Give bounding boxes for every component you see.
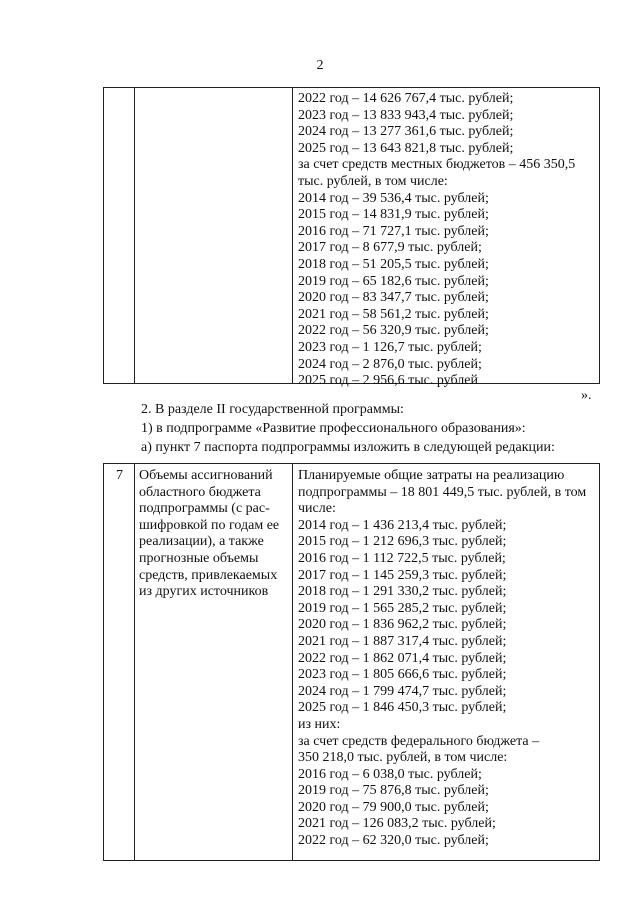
table-line: подпрограммы – 18 801 449,5 тыс. рублей, в том (298, 484, 587, 500)
table-line: 2016 год – 6 038,0 тыс. рублей; (298, 766, 482, 782)
table-line: 2024 год – 1 799 474,7 тыс. рублей; (298, 683, 507, 699)
table-line: Планируемые общие затраты на реализацию (298, 468, 565, 483)
table-line: 2020 год – 83 347,7 тыс. рублей; (298, 290, 489, 306)
table-line: 2023 год – 13 833 943,4 тыс. рублей; (298, 107, 514, 123)
table-line: за счет средств федерального бюджета – (298, 733, 540, 749)
description-line: шифровкой по годам ее (139, 517, 280, 533)
table-line: 2021 год – 126 083,2 тыс. рублей; (298, 816, 496, 832)
description-line: подпрограммы (с рас- (139, 501, 270, 517)
table-line: из них: (298, 716, 341, 732)
table-cell-description (134, 88, 293, 383)
table-line: 2025 год – 2 956,6 тыс. рублей (298, 373, 478, 389)
table-line: 2022 год – 14 626 767,4 тыс. рублей; (298, 91, 514, 106)
table-line: 2020 год – 79 900,0 тыс. рублей; (298, 799, 489, 815)
table-line: 2017 год – 1 145 259,3 тыс. рублей; (298, 567, 507, 583)
table-line: 2020 год – 1 836 962,2 тыс. рублей; (298, 617, 507, 633)
table-line: 2025 год – 13 643 821,8 тыс. рублей; (298, 140, 514, 156)
description-line: реализации), а также (139, 534, 264, 550)
row-number: 7 (116, 468, 123, 483)
table-line: 2019 год – 75 876,8 тыс. рублей; (298, 783, 489, 799)
table-line: 2018 год – 1 291 330,2 тыс. рублей; (298, 584, 507, 600)
table-line: 2015 год – 14 831,9 тыс. рублей; (298, 207, 489, 223)
table-line: 2019 год – 1 565 285,2 тыс. рублей; (298, 600, 507, 616)
description-line: Объемы ассигнований (139, 468, 273, 483)
table-line: 2022 год – 62 320,0 тыс. рублей; (298, 833, 489, 849)
table-cell-number (104, 88, 135, 383)
table-line: 350 218,0 тыс. рублей, в том числе: (298, 750, 508, 766)
table-line: 2024 год – 13 277 361,6 тыс. рублей; (298, 124, 514, 140)
table-cell-description (134, 464, 293, 860)
table-cell-values (298, 91, 598, 390)
table-line: числе: (298, 501, 336, 517)
subprogram-passport-table (103, 463, 600, 861)
table-line: 2018 год – 51 205,5 тыс. рублей; (298, 256, 489, 272)
table-line: 2016 год – 1 112 722,5 тыс. рублей; (298, 550, 506, 566)
table-line: 2019 год – 65 182,6 тыс. рублей; (298, 273, 489, 289)
description-line: прогнозные объемы (139, 550, 259, 566)
table-line: 2021 год – 58 561,2 тыс. рублей; (298, 306, 489, 322)
table-line: 2016 год – 71 727,1 тыс. рублей; (298, 223, 489, 239)
table-line: 2014 год – 1 436 213,4 тыс. рублей; (298, 517, 507, 533)
table-line: 2024 год – 2 876,0 тыс. рублей; (298, 356, 482, 372)
table-line: 2025 год – 1 846 450,3 тыс. рублей; (298, 700, 507, 716)
paragraph-item-7: а) пункт 7 паспорта подпрограммы изложить в следующей редакции: (141, 440, 555, 455)
table-line: 2021 год – 1 887 317,4 тыс. рублей; (298, 633, 507, 649)
description-line: из других источников (139, 584, 269, 600)
table-line: 2023 год – 1 126,7 тыс. рублей; (298, 339, 482, 355)
table-line: 2022 год – 1 862 071,4 тыс. рублей; (298, 650, 507, 666)
table-line: тыс. рублей, в том числе: (298, 173, 448, 189)
table-line: 2022 год – 56 320,9 тыс. рублей; (298, 323, 489, 339)
paragraph-subprogram: 1) в подпрограмме «Развитие профессионального образования»: (141, 421, 526, 436)
closing-quote: ». (581, 388, 592, 403)
table-cell-number (104, 464, 135, 860)
description-line: областного бюджета (139, 484, 261, 500)
table-line: 2023 год – 1 805 666,6 тыс. рублей; (298, 667, 507, 683)
paragraph-section-ii: 2. В разделе II государственной программы: (141, 402, 404, 417)
description-line: средств, привлекаемых (139, 567, 278, 583)
table-cell-values (298, 468, 598, 850)
funding-table-continuation (103, 87, 600, 389)
table-line: 2017 год – 8 677,9 тыс. рублей; (298, 240, 482, 256)
table-line: за счет средств местных бюджетов – 456 350,5 (298, 157, 576, 173)
table-line: 2014 год – 39 536,4 тыс. рублей; (298, 190, 489, 206)
page-number: 2 (316, 58, 324, 73)
table-line: 2015 год – 1 212 696,3 тыс. рублей; (298, 534, 507, 550)
